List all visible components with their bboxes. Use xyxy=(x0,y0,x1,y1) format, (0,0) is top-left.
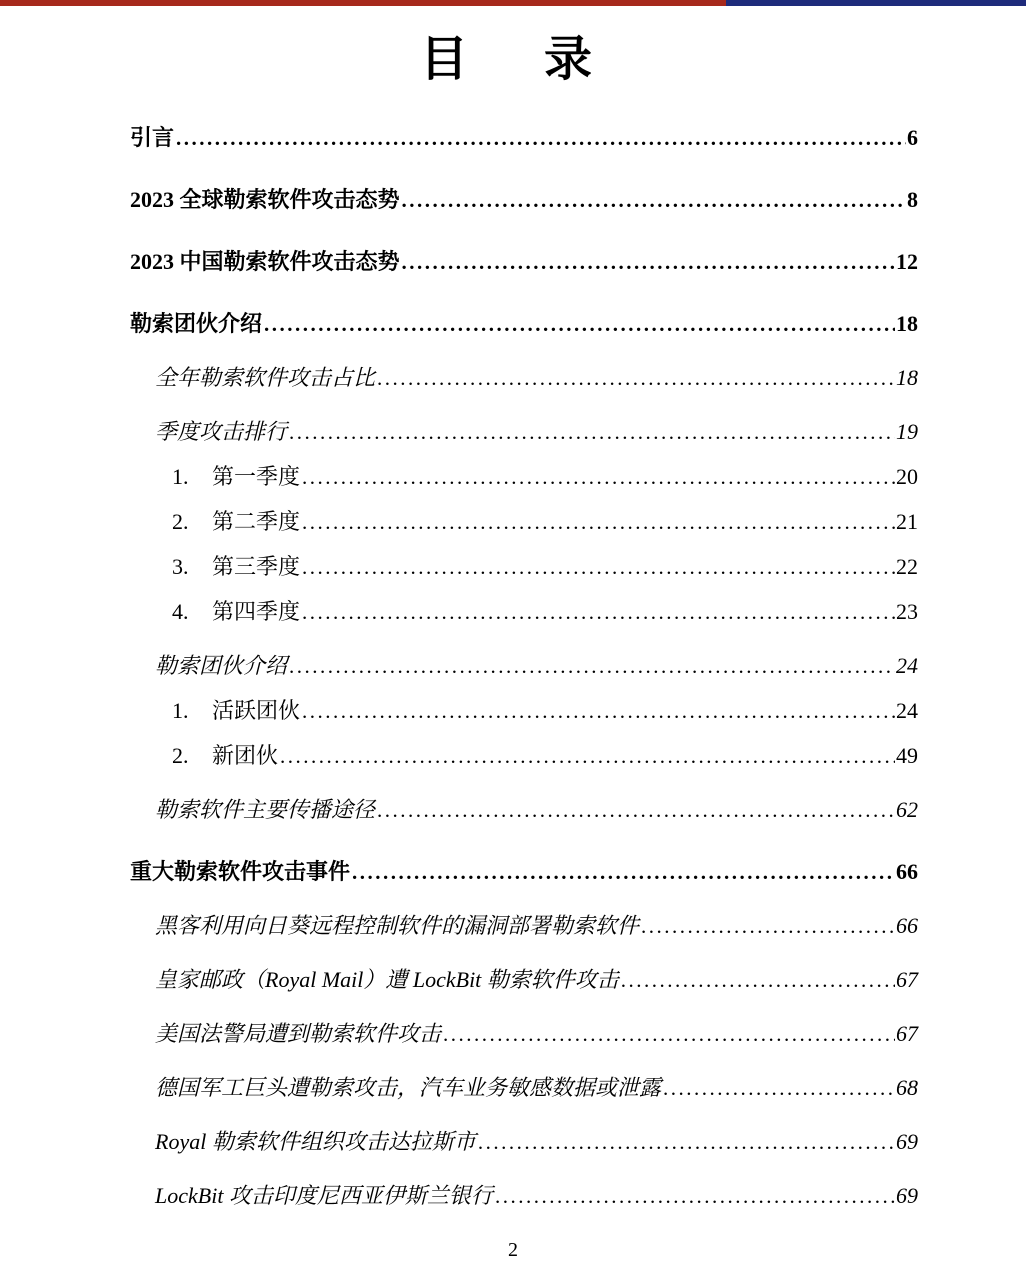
toc-entry-page: 23 xyxy=(896,599,918,624)
toc-entry-number: 2. xyxy=(172,509,189,534)
toc-entry[interactable] xyxy=(130,654,918,678)
page-title: 目 录 xyxy=(419,33,606,86)
toc-dot-leader xyxy=(402,188,906,212)
toc-entry-page: 24 xyxy=(896,698,918,723)
toc-entry-page: 49 xyxy=(896,743,918,768)
toc-entry[interactable] xyxy=(130,798,918,822)
top-accent-bar xyxy=(0,0,1026,6)
toc-entry[interactable] xyxy=(130,1184,918,1208)
toc-entry-label: 勒索团伙介绍 xyxy=(130,311,263,336)
toc-dot-leader xyxy=(377,366,895,390)
toc-entry-label: 全年勒索软件攻击占比 xyxy=(155,365,376,390)
toc-entry-label: 活跃团伙 xyxy=(212,698,301,723)
toc-entry-page: 19 xyxy=(896,419,918,444)
top-accent-bar-red-segment xyxy=(0,0,726,6)
toc-entry[interactable] xyxy=(130,860,918,884)
toc-entry-page: 18 xyxy=(896,311,918,336)
toc-entry-number: 4. xyxy=(172,599,189,624)
toc-entry[interactable] xyxy=(130,312,918,336)
toc-entry-label: 重大勒索软件攻击事件 xyxy=(130,859,351,884)
toc-entry[interactable] xyxy=(130,250,918,274)
toc-entry[interactable] xyxy=(130,699,918,723)
toc-entry[interactable] xyxy=(130,126,918,150)
toc-entry[interactable] xyxy=(130,744,918,768)
toc-dot-leader xyxy=(280,744,895,768)
toc-list xyxy=(130,126,918,1208)
toc-entry-page: 8 xyxy=(907,187,918,212)
toc-entry[interactable] xyxy=(130,1022,918,1046)
footer-page-number: 2 xyxy=(508,1239,518,1261)
toc-entry[interactable] xyxy=(130,600,918,624)
toc-entry-page: 69 xyxy=(896,1129,918,1154)
toc-entry-label: 季度攻击排行 xyxy=(155,419,288,444)
toc-dot-leader xyxy=(289,654,895,678)
toc-entry-number: 2. xyxy=(172,743,189,768)
top-accent-bar-blue-segment xyxy=(726,0,1026,6)
toc-entry-page: 20 xyxy=(896,464,918,489)
toc-dot-leader xyxy=(289,420,895,444)
toc-entry-page: 12 xyxy=(896,249,918,274)
toc-dot-leader xyxy=(641,914,895,938)
toc-entry-page: 67 xyxy=(896,967,918,992)
toc-entry[interactable] xyxy=(130,555,918,579)
toc-entry[interactable] xyxy=(130,465,918,489)
toc-entry-label: 新团伙 xyxy=(212,743,279,768)
toc-dot-leader xyxy=(302,510,895,534)
toc-entry[interactable] xyxy=(130,420,918,444)
toc-entry[interactable] xyxy=(130,510,918,534)
toc-dot-leader xyxy=(302,600,895,624)
toc-entry-number: 3. xyxy=(172,554,189,579)
toc-entry[interactable] xyxy=(130,1130,918,1154)
toc-entry-label: LockBit 攻击印度尼西亚伊斯兰银行 xyxy=(155,1183,493,1208)
toc-entry-label: Royal 勒索软件组织攻击达拉斯市 xyxy=(155,1129,476,1154)
toc-entry-page: 22 xyxy=(896,554,918,579)
toc-entry-page: 66 xyxy=(896,913,918,938)
toc-entry-label: 勒索团伙介绍 xyxy=(155,653,288,678)
toc-dot-leader xyxy=(302,699,895,723)
toc-entry[interactable] xyxy=(130,968,918,992)
toc-entry-label: 2023 全球勒索软件攻击态势 xyxy=(130,187,400,212)
toc-entry-page: 24 xyxy=(896,653,918,678)
toc-entry-label: 第二季度 xyxy=(212,509,301,534)
toc-entry-label: 引言 xyxy=(130,125,175,150)
toc-dot-leader xyxy=(377,798,895,822)
toc-dot-leader xyxy=(621,968,895,992)
toc-entry-page: 67 xyxy=(896,1021,918,1046)
toc-dot-leader xyxy=(302,555,895,579)
toc-dot-leader xyxy=(302,465,895,489)
toc-entry-page: 21 xyxy=(896,509,918,534)
toc-entry-page: 6 xyxy=(907,125,918,150)
toc-entry-label: 第四季度 xyxy=(212,599,301,624)
toc-dot-leader xyxy=(264,312,895,336)
toc-dot-leader xyxy=(495,1184,895,1208)
toc-dot-leader xyxy=(352,860,895,884)
toc-entry-label: 第三季度 xyxy=(212,554,301,579)
toc-entry-label: 勒索软件主要传播途径 xyxy=(155,797,376,822)
toc-dot-leader xyxy=(478,1130,895,1154)
toc-dot-leader xyxy=(176,126,906,150)
toc-dot-leader xyxy=(663,1076,895,1100)
toc-entry-page: 69 xyxy=(896,1183,918,1208)
toc-entry-page: 68 xyxy=(896,1075,918,1100)
toc-entry-label: 皇家邮政（Royal Mail）遭 LockBit 勒索软件攻击 xyxy=(155,967,619,992)
toc-entry-page: 18 xyxy=(896,365,918,390)
toc-entry-label: 德国军工巨头遭勒索攻击，汽车业务敏感数据或泄露 xyxy=(155,1075,662,1100)
toc-entry-label: 2023 中国勒索软件攻击态势 xyxy=(130,249,400,274)
toc-dot-leader xyxy=(402,250,895,274)
toc-entry[interactable] xyxy=(130,1076,918,1100)
toc-entry-number: 1. xyxy=(172,698,189,723)
toc-entry-page: 62 xyxy=(896,797,918,822)
toc-entry-page: 66 xyxy=(896,859,918,884)
toc-entry[interactable] xyxy=(130,914,918,938)
toc-dot-leader xyxy=(443,1022,895,1046)
toc-entry-number: 1. xyxy=(172,464,189,489)
toc-entry[interactable] xyxy=(130,188,918,212)
toc-entry[interactable] xyxy=(130,366,918,390)
toc-entry-label: 美国法警局遭到勒索软件攻击 xyxy=(155,1021,442,1046)
toc-entry-label: 黑客利用向日葵远程控制软件的漏洞部署勒索软件 xyxy=(155,913,640,938)
toc-entry-label: 第一季度 xyxy=(212,464,301,489)
